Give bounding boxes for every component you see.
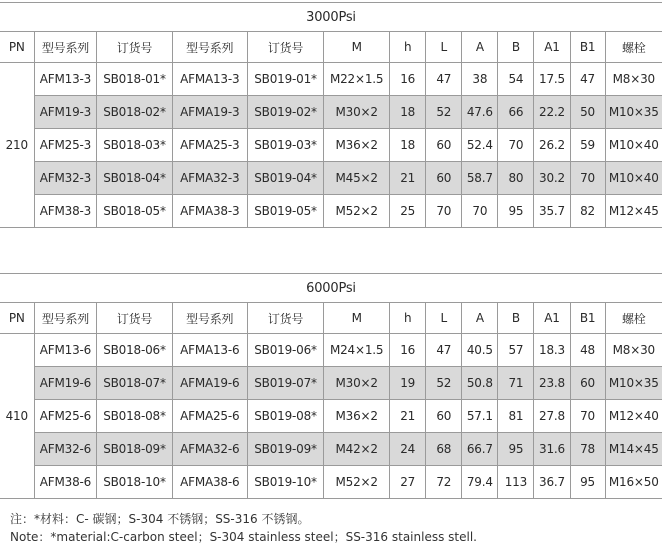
model-series-2-cell: AFMA38-6 [172, 466, 247, 499]
header-l: L [426, 32, 462, 63]
header-a1: A1 [534, 32, 570, 63]
header-b: B [498, 303, 534, 334]
order-no-2-cell: SB019-07* [247, 367, 323, 400]
l-cell: 60 [426, 162, 462, 195]
h-cell: 18 [390, 129, 426, 162]
a-cell: 50.8 [462, 367, 498, 400]
l-cell: 70 [426, 195, 462, 228]
bolt-cell: M8×30 [605, 63, 662, 96]
model-series-cell: AFM25-6 [34, 400, 97, 433]
h-cell: 24 [390, 433, 426, 466]
b-cell: 57 [498, 334, 534, 367]
notes [10, 510, 477, 546]
a-cell: 57.1 [462, 400, 498, 433]
model-series-cell: AFM13-6 [34, 334, 97, 367]
a1-cell: 35.7 [534, 195, 570, 228]
m-cell: M30×2 [324, 367, 390, 400]
l-cell: 52 [426, 367, 462, 400]
m-cell: M36×2 [324, 129, 390, 162]
header-a1: A1 [534, 303, 570, 334]
b-cell: 66 [498, 96, 534, 129]
b-cell: 71 [498, 367, 534, 400]
a-cell: 79.4 [462, 466, 498, 499]
order-no-cell: SB018-07* [97, 367, 172, 400]
a1-cell: 27.8 [534, 400, 570, 433]
bolt-cell: M10×40 [605, 129, 662, 162]
table-title-row [0, 274, 662, 303]
pn-value: 210 [0, 63, 34, 228]
header-h: h [390, 303, 426, 334]
b1-cell: 70 [570, 162, 605, 195]
header-b1: B1 [570, 32, 605, 63]
model-series-cell: AFM38-6 [34, 466, 97, 499]
model-series-2-cell: AFMA25-6 [172, 400, 247, 433]
order-no-cell: SB018-08* [97, 400, 172, 433]
header-pn: PN [0, 303, 34, 334]
header-model-series-2: 型号系列 [172, 32, 247, 63]
model-series-cell: AFM38-3 [34, 195, 97, 228]
model-series-cell: AFM25-3 [34, 129, 97, 162]
l-cell: 68 [426, 433, 462, 466]
header-model-series: 型号系列 [34, 303, 97, 334]
h-cell: 21 [390, 400, 426, 433]
b1-cell: 59 [570, 129, 605, 162]
table-row [0, 162, 662, 195]
l-cell: 60 [426, 129, 462, 162]
order-no-cell: SB018-09* [97, 433, 172, 466]
a-cell: 58.7 [462, 162, 498, 195]
pn-value: 410 [0, 334, 34, 499]
model-series-2-cell: AFMA32-3 [172, 162, 247, 195]
h-cell: 27 [390, 466, 426, 499]
a-cell: 70 [462, 195, 498, 228]
b1-cell: 70 [570, 400, 605, 433]
header-order-no: 订货号 [97, 32, 172, 63]
model-series-cell: AFM13-3 [34, 63, 97, 96]
header-a: A [462, 32, 498, 63]
l-cell: 60 [426, 400, 462, 433]
model-series-2-cell: AFMA32-6 [172, 433, 247, 466]
header-b1: B1 [570, 303, 605, 334]
bolt-cell: M14×45 [605, 433, 662, 466]
model-series-2-cell: AFMA38-3 [172, 195, 247, 228]
header-bolt: 螺栓 [605, 303, 662, 334]
model-series-2-cell: AFMA13-3 [172, 63, 247, 96]
m-cell: M30×2 [324, 96, 390, 129]
b1-cell: 95 [570, 466, 605, 499]
m-cell: M52×2 [324, 195, 390, 228]
table-row [0, 334, 662, 367]
m-cell: M36×2 [324, 400, 390, 433]
b1-cell: 48 [570, 334, 605, 367]
a-cell: 47.6 [462, 96, 498, 129]
h-cell: 16 [390, 334, 426, 367]
l-cell: 52 [426, 96, 462, 129]
header-m: M [324, 303, 390, 334]
b-cell: 95 [498, 433, 534, 466]
table-row [0, 400, 662, 433]
bolt-cell: M10×40 [605, 162, 662, 195]
b-cell: 70 [498, 129, 534, 162]
spec-table-6000psi [0, 273, 662, 499]
a1-cell: 23.8 [534, 367, 570, 400]
b-cell: 113 [498, 466, 534, 499]
a-cell: 38 [462, 63, 498, 96]
header-row [0, 32, 662, 63]
order-no-2-cell: SB019-10* [247, 466, 323, 499]
m-cell: M22×1.5 [324, 63, 390, 96]
header-l: L [426, 303, 462, 334]
order-no-2-cell: SB019-06* [247, 334, 323, 367]
h-cell: 19 [390, 367, 426, 400]
model-series-cell: AFM19-3 [34, 96, 97, 129]
order-no-cell: SB018-10* [97, 466, 172, 499]
order-no-2-cell: SB019-08* [247, 400, 323, 433]
b1-cell: 47 [570, 63, 605, 96]
a1-cell: 31.6 [534, 433, 570, 466]
b-cell: 81 [498, 400, 534, 433]
header-b: B [498, 32, 534, 63]
header-order-no-2: 订货号 [247, 303, 323, 334]
model-series-2-cell: AFMA13-6 [172, 334, 247, 367]
header-pn: PN [0, 32, 34, 63]
model-series-2-cell: AFMA19-6 [172, 367, 247, 400]
header-a: A [462, 303, 498, 334]
order-no-cell: SB018-02* [97, 96, 172, 129]
b-cell: 95 [498, 195, 534, 228]
order-no-2-cell: SB019-09* [247, 433, 323, 466]
m-cell: M24×1.5 [324, 334, 390, 367]
bolt-cell: M16×50 [605, 466, 662, 499]
table-row [0, 96, 662, 129]
b1-cell: 82 [570, 195, 605, 228]
note-english: Note：*material:C-carbon steel；S-304 stainless steel；SS-316 stainless stell. [10, 530, 477, 544]
header-m: M [324, 32, 390, 63]
order-no-cell: SB018-01* [97, 63, 172, 96]
l-cell: 47 [426, 334, 462, 367]
table-title-row [0, 3, 662, 32]
a1-cell: 26.2 [534, 129, 570, 162]
a-cell: 40.5 [462, 334, 498, 367]
a1-cell: 17.5 [534, 63, 570, 96]
bolt-cell: M8×30 [605, 334, 662, 367]
model-series-2-cell: AFMA25-3 [172, 129, 247, 162]
table-row [0, 433, 662, 466]
h-cell: 16 [390, 63, 426, 96]
table-title: 6000Psi [0, 274, 662, 303]
note-chinese: 注：*材料：C- 碳钢；S-304 不锈钢；SS-316 不锈钢。 [10, 512, 310, 526]
header-order-no-2: 订货号 [247, 32, 323, 63]
spec-table-3000psi [0, 2, 662, 228]
header-row [0, 303, 662, 334]
a-cell: 52.4 [462, 129, 498, 162]
order-no-2-cell: SB019-01* [247, 63, 323, 96]
a1-cell: 22.2 [534, 96, 570, 129]
a-cell: 66.7 [462, 433, 498, 466]
model-series-2-cell: AFMA19-3 [172, 96, 247, 129]
table-row [0, 129, 662, 162]
order-no-2-cell: SB019-03* [247, 129, 323, 162]
h-cell: 21 [390, 162, 426, 195]
order-no-cell: SB018-03* [97, 129, 172, 162]
order-no-2-cell: SB019-02* [247, 96, 323, 129]
l-cell: 72 [426, 466, 462, 499]
header-h: h [390, 32, 426, 63]
model-series-cell: AFM32-3 [34, 162, 97, 195]
order-no-2-cell: SB019-05* [247, 195, 323, 228]
a1-cell: 18.3 [534, 334, 570, 367]
table-title: 3000Psi [0, 3, 662, 32]
a1-cell: 30.2 [534, 162, 570, 195]
h-cell: 18 [390, 96, 426, 129]
table-row [0, 466, 662, 499]
b-cell: 54 [498, 63, 534, 96]
header-bolt: 螺栓 [605, 32, 662, 63]
b1-cell: 50 [570, 96, 605, 129]
a1-cell: 36.7 [534, 466, 570, 499]
b1-cell: 78 [570, 433, 605, 466]
m-cell: M52×2 [324, 466, 390, 499]
table-row [0, 367, 662, 400]
order-no-cell: SB018-06* [97, 334, 172, 367]
table-row [0, 195, 662, 228]
header-order-no: 订货号 [97, 303, 172, 334]
header-model-series: 型号系列 [34, 32, 97, 63]
b-cell: 80 [498, 162, 534, 195]
header-model-series-2: 型号系列 [172, 303, 247, 334]
bolt-cell: M12×40 [605, 400, 662, 433]
table-row [0, 63, 662, 96]
b1-cell: 60 [570, 367, 605, 400]
bolt-cell: M12×45 [605, 195, 662, 228]
m-cell: M45×2 [324, 162, 390, 195]
order-no-cell: SB018-05* [97, 195, 172, 228]
order-no-2-cell: SB019-04* [247, 162, 323, 195]
bolt-cell: M10×35 [605, 96, 662, 129]
m-cell: M42×2 [324, 433, 390, 466]
h-cell: 25 [390, 195, 426, 228]
model-series-cell: AFM32-6 [34, 433, 97, 466]
bolt-cell: M10×35 [605, 367, 662, 400]
order-no-cell: SB018-04* [97, 162, 172, 195]
model-series-cell: AFM19-6 [34, 367, 97, 400]
l-cell: 47 [426, 63, 462, 96]
